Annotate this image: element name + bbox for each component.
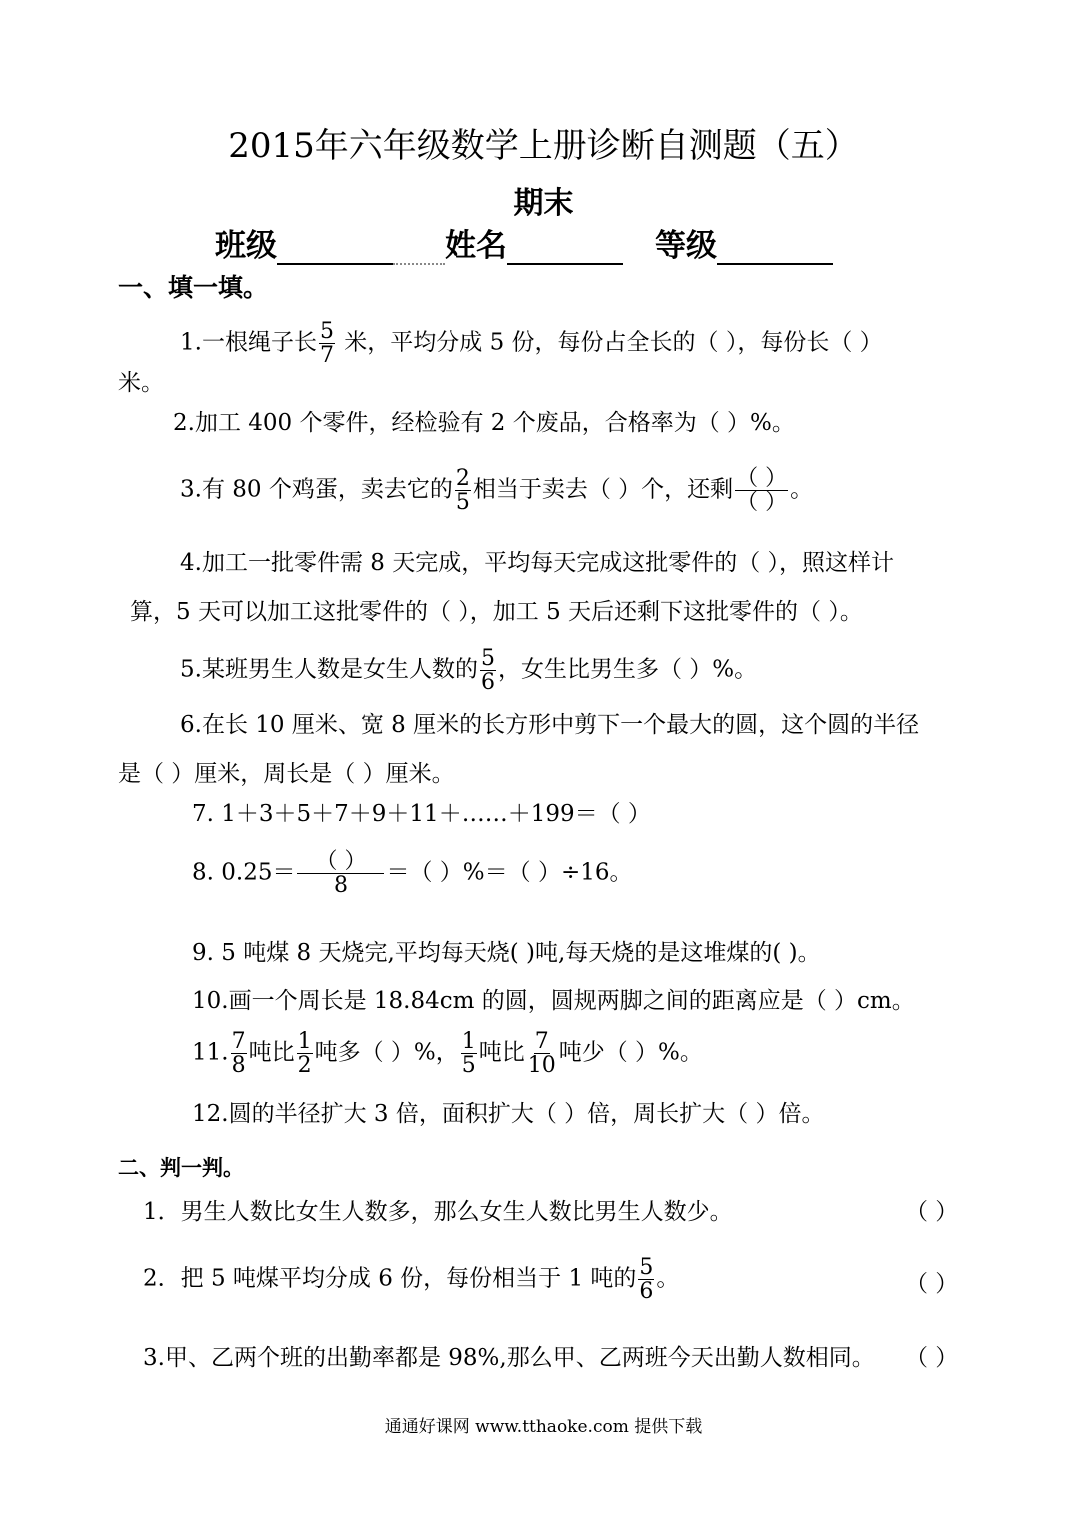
page-subtitle: 期末 (513, 186, 574, 221)
question-8 (192, 850, 632, 897)
question-9: 9. 5 吨煤 8 天烧完,平均每天烧( )吨,每天烧的是这堆煤的( )。 (192, 940, 821, 966)
question-6: 6.在长 10 厘米、宽 8 厘米的长方形中剪下一个最大的圆，这个圆的半径 (180, 712, 920, 738)
q5-text-a: 5.某班男生人数是女生人数的 (180, 656, 478, 683)
j2-frac-num: 5 (639, 1255, 654, 1280)
question-4: 4.加工一批零件需 8 天完成，平均每天完成这批零件的（ ），照这样计 (180, 550, 895, 576)
q8-fraction (297, 850, 384, 897)
q11-fraction-2 (297, 1030, 313, 1077)
q3-blank-den: （ ） (736, 490, 788, 516)
q3-text-a: 3.有 80 个鸡蛋，卖去它的 (180, 476, 453, 503)
question-12: 12.圆的半径扩大 3 倍，面积扩大（ ）倍，周长扩大（ ）倍。 (192, 1101, 825, 1127)
judge-3-answer[interactable]: （ ） (905, 1345, 959, 1371)
q11-text-c: 吨多（ ）%， (314, 1039, 459, 1066)
q1-text-a: 1.一根绳子长 (180, 329, 317, 356)
grade-blank[interactable] (717, 233, 833, 265)
section1-heading: 一、填一填。 (118, 273, 269, 302)
student-info-fields (215, 220, 833, 265)
question-2: 2.加工 400 个零件，经检验有 2 个废品，合格率为（ ）%。 (173, 410, 795, 436)
question-5 (180, 647, 757, 694)
page-title: 2015年六年级数学上册诊断自测题（五） (228, 126, 859, 166)
question-4-cont: 算，5 天可以加工这批零件的（ ），加工 5 天后还剩下这批零件的（ ）。 (130, 599, 863, 625)
class-blank[interactable] (277, 233, 393, 265)
q3-fraction (455, 467, 471, 514)
q1-frac-num: 5 (319, 319, 334, 344)
j2-fraction (638, 1256, 654, 1303)
q11-fraction-4 (527, 1030, 557, 1077)
judge-1: 1．男生人数比女生人数多，那么女生人数比男生人数少。 (143, 1199, 733, 1225)
q5-fraction (480, 647, 496, 694)
j2-text-b: 。 (656, 1265, 680, 1292)
section2-heading: 二、判一判。 (118, 1155, 244, 1180)
q11-f4-num: 7 (534, 1029, 549, 1054)
q8-frac-den: 8 (333, 873, 348, 899)
q8-text-a: 8. 0.25＝ (192, 859, 296, 886)
q11-f1-num: 7 (231, 1029, 246, 1054)
q1-frac-den: 7 (319, 343, 334, 369)
q11-text-a: 11. (192, 1039, 229, 1066)
q1-fraction (319, 320, 335, 367)
q3-frac-den: 5 (455, 490, 470, 516)
question-1 (180, 320, 883, 367)
question-3 (180, 467, 813, 514)
j2-text-a: 2．把 5 吨煤平均分成 6 份，每份相当于 1 吨的 (143, 1265, 637, 1292)
q11-fraction-1 (231, 1030, 247, 1077)
q11-text-b: 吨比 (248, 1039, 295, 1066)
q11-f1-den: 8 (231, 1053, 246, 1079)
q8-text-b: ＝（ ）%＝（ ）÷16。 (386, 859, 633, 886)
name-label: 姓名 (445, 228, 507, 264)
judge-3: 3.甲、乙两个班的出勤率都是 98%,那么甲、乙两班今天出勤人数相同。 (143, 1345, 875, 1371)
q3-text-c: 。 (790, 476, 814, 503)
footer-source: 通通好课网 www.tthaoke.com 提供下载 (384, 1417, 703, 1437)
judge-2 (143, 1256, 679, 1303)
judge-1-answer[interactable]: （ ） (905, 1199, 959, 1225)
q3-text-b: 相当于卖去（ ）个，还剩 (472, 476, 734, 503)
q1-text-b: 米，平均分成 5 份，每份占全长的（ ），每份长（ ） (336, 329, 883, 356)
question-11 (192, 1030, 703, 1077)
question-6-cont: 是（ ）厘米，周长是（ ）厘米。 (118, 761, 455, 787)
dotted-spacer (393, 233, 445, 265)
q3-blank-num: （ ） (736, 466, 788, 491)
q11-f3-num: 1 (461, 1029, 476, 1054)
q11-f2-den: 2 (297, 1053, 312, 1079)
grade-label: 等级 (655, 228, 717, 264)
judge-2-answer[interactable]: （ ） (905, 1271, 959, 1297)
q3-blank-fraction (735, 467, 788, 514)
q11-fraction-3 (461, 1030, 477, 1077)
name-blank[interactable] (507, 233, 623, 265)
question-10: 10.画一个周长是 18.84cm 的圆，圆规两脚之间的距离应是（ ）cm。 (192, 988, 915, 1014)
q5-frac-den: 6 (480, 670, 495, 696)
q3-frac-num: 2 (455, 466, 470, 491)
q11-text-d: 吨比 (478, 1039, 525, 1066)
q11-text-e: 吨少（ ）%。 (558, 1039, 703, 1066)
q5-frac-num: 5 (480, 646, 495, 671)
j2-frac-den: 6 (639, 1279, 654, 1305)
q5-text-b: ，女生比男生多（ ）%。 (497, 656, 758, 683)
question-1-cont: 米。 (118, 370, 164, 396)
class-label: 班级 (215, 228, 277, 264)
q11-f4-den: 10 (527, 1053, 556, 1079)
q11-f3-den: 5 (461, 1053, 476, 1079)
q8-frac-num: （ ） (297, 850, 384, 874)
question-7: 7. 1＋3＋5＋7＋9＋11＋……＋199＝（ ） (192, 801, 651, 827)
q11-f2-num: 1 (297, 1029, 312, 1054)
